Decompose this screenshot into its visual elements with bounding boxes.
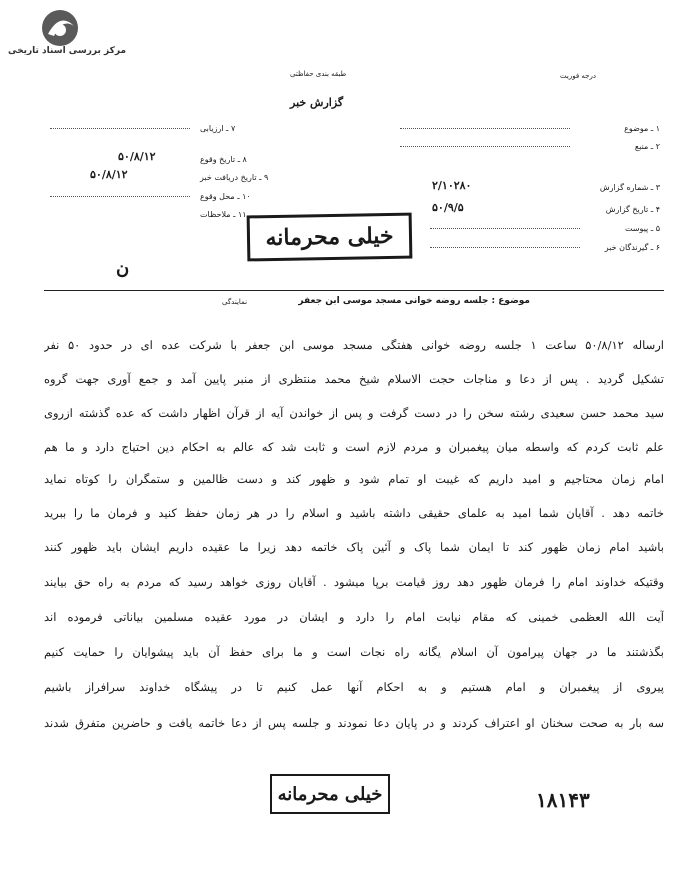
body-line-11: پیروی از پیغمبران و امام هستیم و به احکام آنها عمل کنیم تا در پیشگاه خداوند سرافراز باشیم (44, 680, 664, 694)
body-line-12: سه بار به صحت سخنان او اعتراف کردند و در پایان دعا نمودند و جلسه پس از دعا خاتمه یافت و حاضرین متفرق شدند (44, 716, 664, 730)
subject-line: موضوع : جلسه روضه خوانی مسجد موسی ابن جعفر (298, 296, 530, 306)
field-report-date-label: ۴ ـ تاریخ گزارش (605, 205, 660, 214)
field-attachment-label: ۵ ـ پیوست (624, 224, 660, 233)
field-source-label: ۲ ـ منبع (634, 142, 660, 151)
body-line-4: علم ثابت کردم که واسطه میان پیغمبران و مردم لازم است و ثابت شد که عالم به احکام دین احتیاج دارد و ما هم (44, 440, 664, 454)
classification-label: طبقه بندی حفاظتی (290, 70, 347, 78)
urgency-label: درجه فوریت (560, 72, 596, 80)
body-line-10: بگذشتند ما در جهان پیرامون آن اسلام یگانه راه نجات است و ما برای حفظ آن باید پیشوایان را حمایت کنیم (44, 645, 664, 659)
dotted-line (50, 128, 190, 129)
report-title: گزارش خبر (290, 96, 344, 109)
body-line-3: سید محمد حسن سعیدی رشته سخن را در دست گرفت و پس از خواندن آیه از قرآن اظهار داشت که عده گذشته ازروی (44, 406, 664, 420)
body-line-5: امام زمان محتاجیم و امید داریم که غیبت او تمام شود و ظهور کند و دست ظالمین و ستمگران را کوتاه نماید (44, 472, 664, 486)
body-line-7: باشید امام زمان ظهور کند تا ایمان شما پاک و آئین پاک خاتمه دهد زیرا ما عقیده داریم ایشان باید ظهور کنند (44, 540, 664, 554)
body-line-9: آیت الله العظمی خمینی که مقام نیابت امام را دارد و ایشان در مورد عقیده مسلمین بیاناتی فرموده اند (44, 610, 664, 624)
field-notes-label: ۱۱ ـ ملاحظات (200, 210, 247, 219)
dotted-line (400, 128, 570, 129)
archive-center-logo-icon (40, 8, 80, 48)
field-report-number-label: ۳ ـ شماره گزارش (599, 183, 660, 192)
body-line-2: تشکیل گردید . پس از دعا و مناجات حجت الاسلام شیخ محمد منتظری از منبر پایین آمد و جمع آوری جهت گروه (44, 372, 664, 386)
field-received-date-value: ۵۰/۸/۱۲ (90, 168, 128, 181)
dotted-line (50, 196, 190, 197)
bottom-confidential-stamp: خیلی محرمانه (270, 774, 390, 814)
field-report-date-value: ۵۰/۹/۵ (432, 201, 464, 214)
dotted-line (430, 228, 580, 229)
body-line-6: خاتمه دهد . آقایان شما امید به علمای حقیقی داشته باشید و اسلام را در هر زمان حفظ کنید و فرمان ما را ببرید (44, 506, 664, 520)
field-occurrence-date-label: ۸ ـ تاریخ وقوع (200, 155, 247, 164)
separator-line (44, 290, 664, 291)
field-subject-label: ۱ ـ موضوع (624, 124, 660, 133)
dotted-line (400, 146, 570, 147)
dotted-line (430, 247, 580, 248)
watermark-caption: مرکز بررسی اسناد تاریخی (8, 46, 127, 56)
subject-left-label: نمایندگی (222, 298, 248, 306)
field-occurrence-date-value: ۵۰/۸/۱۲ (118, 150, 156, 163)
document-number: ۱۸۱۴۳ (536, 788, 590, 812)
confidential-stamp: خیلی محرمانه (247, 213, 413, 262)
field-report-number-value: ۲/۱۰۲۸۰ (432, 179, 472, 192)
field-received-date-label: ۹ ـ تاریخ دریافت خبر (200, 173, 269, 182)
body-line-1: ارساله ۵۰/۸/۱۲ ساعت ۱ جلسه روضه خوانی هفتگی مسجد موسی ابن جعفر با شرکت عده ای در حدود ۵۰ نفر (44, 338, 664, 352)
field-recipients-label: ۶ ـ گیرندگان خبر (604, 243, 660, 252)
field-location-label: ۱۰ ـ محل وقوع (200, 192, 251, 201)
field-assessment-label: ۷ ـ ارزیابی (200, 124, 236, 133)
handwritten-mark: ن (116, 258, 130, 279)
body-line-8: وقتیکه خداوند امام را فرمان ظهور دهد روز قیامت برپا میشود . آقایان روزی خواهد رسید که مردم به راه حق بیایند (44, 575, 664, 589)
